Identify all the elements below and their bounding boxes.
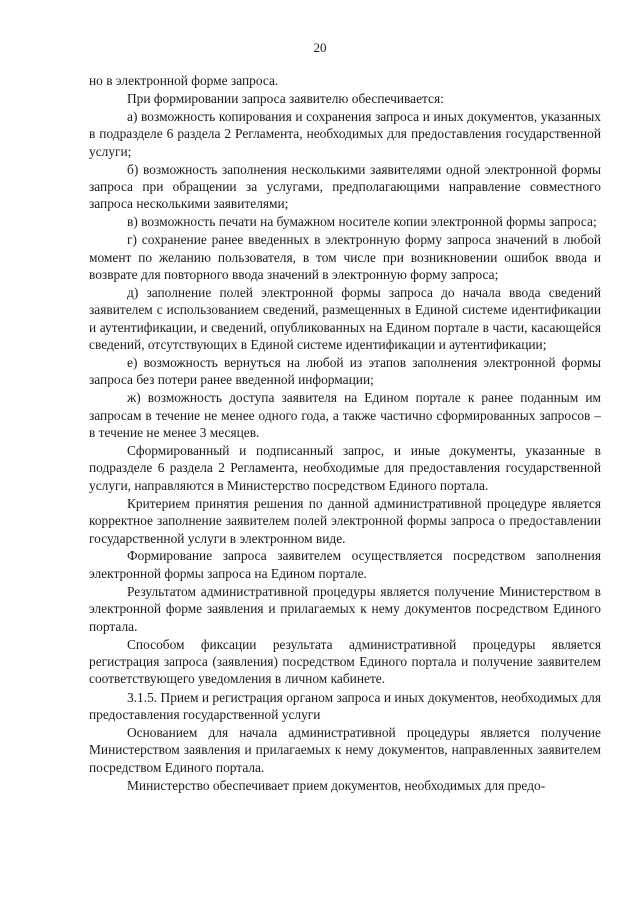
list-item-v: в) возможность печати на бумажном носителе копии электронной формы запроса; — [127, 214, 597, 230]
paragraph: Сформированный и подписанный запрос, и иные документы, указанные в подразделе 6 раздела 2 Регламента, необходимые для предоставления государственной услуги, направляются в Министерство посредством Единого портала. — [89, 443, 601, 493]
list-item-zh: ж) возможность доступа заявителя на Едином портале к ранее поданным им запросам в течение не менее одного года, а также частично сформированных запросов – в течение не менее 3 месяцев. — [89, 390, 601, 441]
paragraph: Формирование запроса заявителем осуществляется посредством заполнения электронной формы запроса на Едином портале. — [89, 548, 601, 581]
list-item-a: а) возможность копирования и сохранения запроса и иных документов, указанных в подразделе 6 раздела 2 Регламента, необходимых для предоставления государственной услуги; — [89, 108, 601, 159]
paragraph: При формировании запроса заявителю обеспечивается: — [127, 90, 444, 106]
list-item-g: г) сохранение ранее введенных в электронную форму запроса значений в любой момент по желанию пользователя, в том числе при возникновении ошибок ввода и возврате для повторного ввода значений в электронную форму запроса; — [89, 232, 601, 282]
document-body — [89, 72, 601, 795]
paragraph: Способом фиксации результата административной процедуры является регистрация запроса (заявления) посредством Единого портала и получение заявителем соответствующего уведомления в личном кабинете. — [89, 636, 601, 687]
paragraph: Критерием принятия решения по данной административной процедуре является корректное заполнение заявителем полей электронной формы запроса о предоставлении государственной услуги в электронном виде. — [89, 495, 601, 546]
page-number: 20 — [313, 40, 327, 55]
section-heading: 3.1.5. Прием и регистрация органом запроса и иных документов, необходимых для предоставления государственной услуги — [89, 689, 601, 723]
paragraph: Министерство обеспечивает прием документов, необходимых для предо- — [127, 777, 546, 793]
list-item-d: д) заполнение полей электронной формы запроса до начала ввода сведений заявителем с использованием сведений, размещенных в Единой системе идентификации и аутентификации, и сведений, опубликованных на Едином портале в части, касающейся сведений, отсутствующих в Единой системе идентификации и аутентификации; — [89, 284, 601, 353]
paragraph: Результатом административной процедуры является получение Министерством в электронной форме заявления и прилагаемых к нему документов посредством Единого портала. — [89, 583, 601, 634]
paragraph: Основанием для начала административной процедуры является получение Министерством заявления и прилагаемых к нему документов, направленных заявителем посредством Единого портала. — [89, 725, 601, 775]
list-item-b: б) возможность заполнения несколькими заявителями одной электронной формы запроса при обращении за услугами, предполагающими направление совместного запроса несколькими заявителями; — [89, 161, 601, 212]
paragraph-continuation: но в электронной форме запроса. — [89, 73, 279, 88]
list-item-e: е) возможность вернуться на любой из этапов заполнения электронной формы запроса без потери ранее введенной информации; — [89, 355, 601, 388]
